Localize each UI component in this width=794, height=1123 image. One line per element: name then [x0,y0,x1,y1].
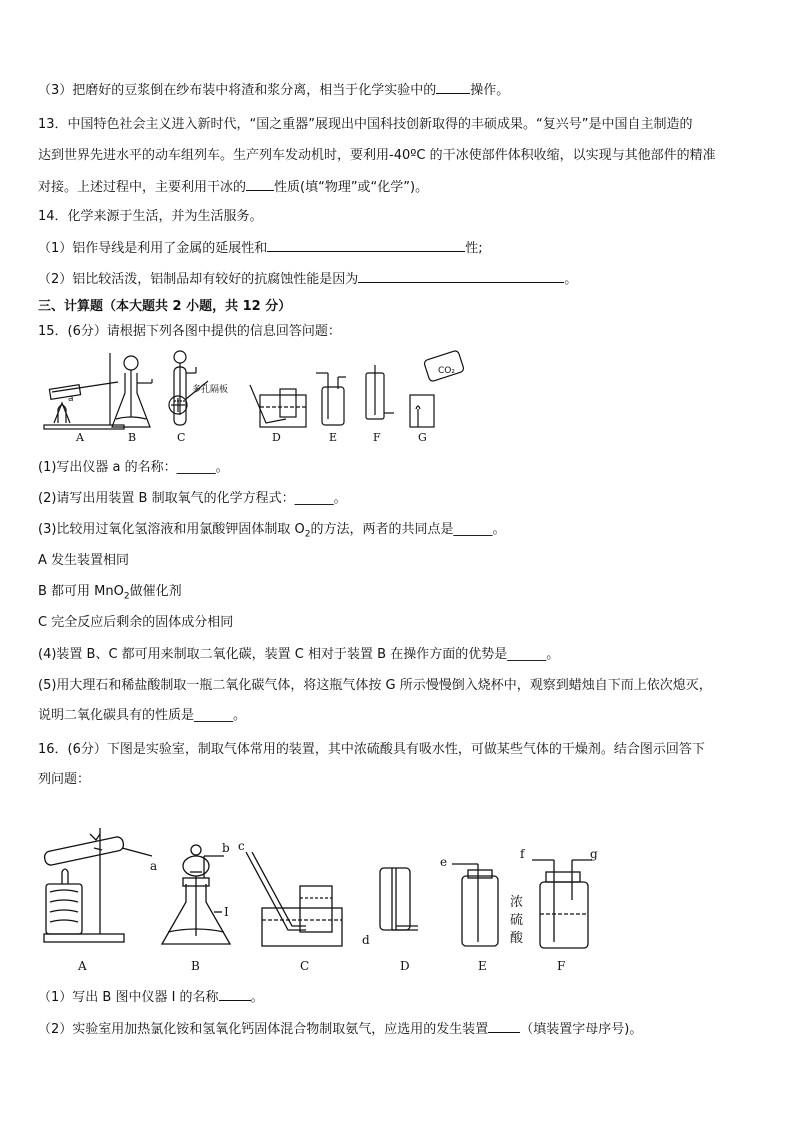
acid-label-2: 硫 [510,913,524,928]
fig-label-C: C [300,959,310,973]
q16-apparatus-figure [38,826,598,976]
q14-part2: （2）铝比较活泼，铝制品却有较好的抗腐蚀性能是因为 。 [38,272,578,287]
fig-label-A: A [78,959,87,973]
q15-part5-line2: 说明二氧化碳具有的性质是______。 [38,708,247,723]
q13-line1: 13．中国特色社会主义进入新时代，“国之重器”展现出中国科技创新取得的丰硕成果。“复兴号”是中国自主制造的 [38,117,693,132]
instrument-I-label: I [224,905,229,919]
q16-stem-line1: 16．(6分）下图是实验室，制取气体常用的装置，其中浓硫酸具有吸水性，可做某些气体的干燥剂。结合图示回答下 [38,742,705,757]
fig-label-E: E [329,431,338,444]
answer-blank[interactable] [358,270,564,283]
fig-label-D: D [272,431,281,444]
q15-part5-line1: (5)用大理石和稀盐酸制取一瓶二氧化碳气体，将这瓶气体按 G 所示慢慢倒入烧杯中，观察到蜡烛自下而上依次熄灭， [38,678,712,693]
fig-label-F: F [373,431,381,444]
q12-part3: （3）把磨好的豆浆倒在纱布装中将渣和浆分离，相当于化学实验中的 操作。 [38,83,510,98]
q15-part3: (3)比较用过氧化氢溶液和用氯酸钾固体制取 $O_2$的方法，两者的共同点是______。 [38,522,506,540]
q15-option-a: A 发生装置相同 [38,553,130,568]
port-e-label: e [440,855,448,869]
porous-plate-label: 多孔隔板 [192,385,229,395]
port-a-label: a [150,859,158,873]
co2-label: CO₂ [438,366,455,376]
q15-option-c: C 完全反应后剩余的固体成分相同 [38,615,234,630]
fig-label-B: B [191,959,200,973]
fig-label-D: D [400,959,410,973]
q15-option-b: B 都可用 MnO$_2$做催化剂 [38,584,182,602]
port-c-label: c [238,839,245,853]
answer-blank[interactable] [219,988,251,1001]
answer-blank[interactable] [436,81,470,94]
q15-part1: (1)写出仪器 a 的名称：______。 [38,460,229,475]
q13-line2: 达到世界先进水平的动车组列车。生产列车发动机时，要利用-40ºC 的干冰使部件体积收缩，以实现与其他部件的精准 [38,148,716,163]
fig-label-G: G [418,431,427,444]
fig-label-F: F [557,959,566,973]
q14-part1: （1）铝作导线是利用了金属的延展性和 性; [38,241,483,256]
fig-label-A: A [76,431,84,444]
q16-stem-line2: 列问题： [38,772,91,787]
q13-line3: 对接。上述过程中，主要利用干冰的 性质(填“物理”或“化学”)。 [38,180,429,195]
section-heading: 三、计算题（本大题共 2 小题，共 12 分） [38,299,292,314]
answer-blank[interactable] [488,1020,520,1033]
q15-part2: (2)请写出用装置 B 制取氧气的化学方程式：______。 [38,491,347,506]
port-f-label: f [520,847,525,861]
q14-stem: 14．化学来源于生活，并为生活服务。 [38,209,263,224]
fig-label-C: C [177,431,186,444]
q15-part4: (4)装置 B、C 都可用来制取二氧化碳，装置 C 相对于装置 B 在操作方面的优势是______。 [38,647,560,662]
q15-apparatus-figure [40,345,480,445]
q16-part1: （1）写出 B 图中仪器 I 的名称 。 [38,990,264,1005]
port-g-label: g [590,847,598,861]
acid-label-3: 酸 [510,931,524,946]
fig-label-E: E [478,959,487,973]
answer-blank[interactable] [267,239,465,252]
port-b-label: b [222,841,230,855]
q16-part2: （2）实验室用加热氯化铵和氢氧化钙固体混合物制取氨气，应选用的发生装置 （填装置字母序号)。 [38,1022,643,1037]
label-a: a [68,394,74,404]
port-d-label: d [362,933,370,947]
q15-stem: 15．(6分）请根据下列各图中提供的信息回答问题： [38,324,341,339]
fig-label-B: B [128,431,137,444]
answer-blank[interactable] [246,178,274,191]
acid-label-1: 浓 [510,895,524,910]
